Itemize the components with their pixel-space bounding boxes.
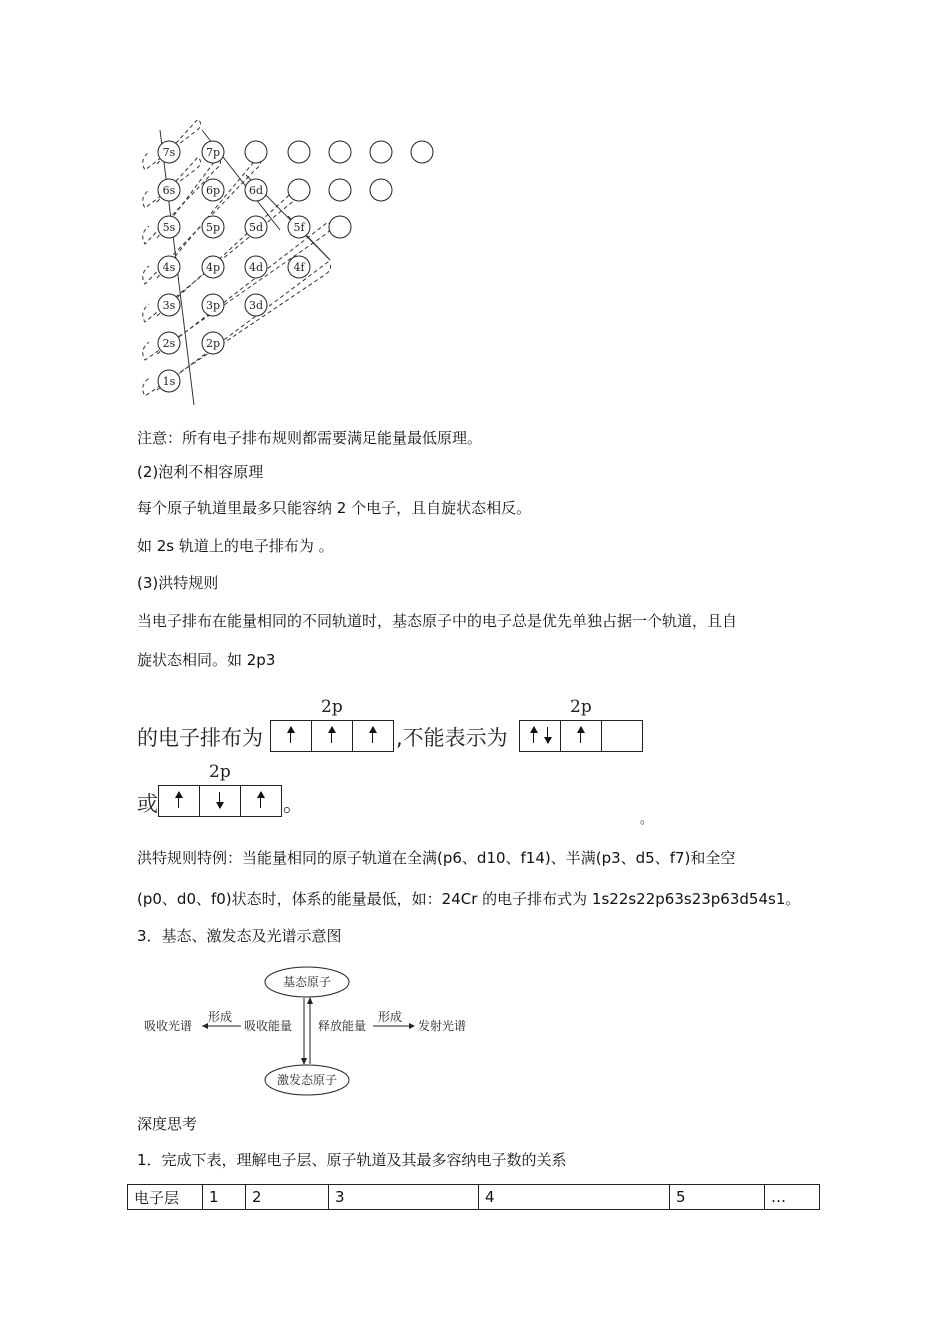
orbital-circle-empty bbox=[288, 141, 310, 163]
spin-up-arrow bbox=[290, 727, 291, 743]
release-energy-label: 释放能量 bbox=[318, 1019, 367, 1033]
table-cell: 电子层 bbox=[128, 1185, 203, 1210]
orbital-label: 3s bbox=[162, 299, 176, 312]
wrong-prefix: ,不能表示为 bbox=[396, 726, 508, 750]
orbital-boxes-wrong bbox=[519, 720, 643, 752]
orbital-box bbox=[561, 721, 602, 751]
orbital-box bbox=[241, 786, 281, 816]
absorb-energy-label: 吸收能量 bbox=[244, 1019, 293, 1033]
table-cell: 3 bbox=[329, 1185, 479, 1210]
pauli-example: 如 2s 轨道上的电子排布为 。 bbox=[137, 537, 334, 555]
spin-up-arrow bbox=[331, 727, 332, 743]
hund-desc-line1: 当电子排布在能量相同的不同轨道时，基态原子中的电子总是优先单独占据一个轨道，且自 bbox=[137, 612, 738, 630]
orbital-label: 2p bbox=[205, 337, 221, 350]
orbital-circle-empty bbox=[288, 179, 310, 201]
spectrum-diagram bbox=[130, 958, 490, 1098]
spin-down-arrow bbox=[547, 727, 548, 743]
ground-state-label: 基态原子 bbox=[282, 975, 332, 989]
hund-title: (3)洪特规则 bbox=[137, 574, 219, 592]
figure-end-mark: 。 bbox=[283, 792, 304, 816]
stray-mark: 。 bbox=[640, 812, 654, 827]
table-cell: … bbox=[765, 1185, 820, 1210]
question-1: 1．完成下表，理解电子层、原子轨道及其最多容纳电子数的关系 bbox=[137, 1151, 567, 1169]
pauli-desc: 每个原子轨道里最多只能容纳 2 个电子，且自旋状态相反。 bbox=[137, 499, 532, 517]
spin-up-arrow bbox=[533, 727, 534, 743]
orbital-box bbox=[200, 786, 241, 816]
emit-arrowhead bbox=[409, 1023, 415, 1029]
label-2p-correct: 2p bbox=[321, 697, 343, 717]
label-2p-or: 2p bbox=[209, 762, 231, 782]
orbital-label: 6p bbox=[205, 184, 221, 197]
orbital-circle-empty bbox=[411, 141, 433, 163]
spin-up-arrow bbox=[580, 727, 581, 743]
spin-up-arrow bbox=[260, 792, 261, 808]
label-2p-wrong: 2p bbox=[570, 697, 592, 717]
orbital-label: 4d bbox=[248, 261, 264, 274]
shell-table bbox=[127, 1184, 820, 1210]
absorb-spectrum-label: 吸收光谱 bbox=[144, 1019, 193, 1033]
hund-special-line2: (p0、d0、f0)状态时，体系的能量最低，如：24Cr 的电子排布式为 1s22s22p63s23p63d54s1。 bbox=[137, 890, 801, 908]
orbital-box bbox=[312, 721, 353, 751]
spin-up-arrow bbox=[372, 727, 373, 743]
table-row bbox=[128, 1185, 820, 1210]
orbital-label: 4f bbox=[293, 261, 305, 274]
orbital-label: 5p bbox=[205, 221, 221, 234]
orbital-circle-empty bbox=[329, 141, 351, 163]
orbital-boxes-alt bbox=[158, 785, 282, 817]
excited-state-label: 激发态原子 bbox=[276, 1073, 338, 1087]
table-cell: 2 bbox=[246, 1185, 329, 1210]
orbital-circle-empty bbox=[245, 141, 267, 163]
form-right-label: 形成 bbox=[378, 1010, 403, 1024]
orbital-box bbox=[159, 786, 200, 816]
orbital-label: 2s bbox=[162, 337, 176, 350]
down-arrowhead bbox=[301, 1058, 307, 1065]
orbital-label: 5d bbox=[248, 221, 264, 234]
aufbau-diagram bbox=[130, 120, 450, 415]
table-cell: 4 bbox=[479, 1185, 670, 1210]
orbital-label: 5s bbox=[162, 221, 176, 234]
spin-down-arrow bbox=[219, 792, 220, 808]
correct-prefix: 的电子排布为 bbox=[137, 726, 263, 750]
section-3-heading: 3．基态、激发态及光谱示意图 bbox=[137, 927, 342, 945]
orbital-label: 7p bbox=[205, 146, 221, 159]
or-prefix: 或 bbox=[137, 792, 158, 816]
orbital-label: 4p bbox=[205, 261, 221, 274]
orbital-circle-empty bbox=[329, 179, 351, 201]
orbital-box bbox=[520, 721, 561, 751]
orbital-label: 5f bbox=[293, 221, 305, 234]
orbital-circle-empty bbox=[370, 141, 392, 163]
table-cell: 5 bbox=[670, 1185, 765, 1210]
up-arrowhead bbox=[307, 997, 313, 1004]
form-left-label: 形成 bbox=[208, 1010, 233, 1024]
orbital-box bbox=[353, 721, 393, 751]
orbital-label: 4s bbox=[162, 261, 176, 274]
orbital-label: 3p bbox=[205, 299, 221, 312]
orbital-box bbox=[271, 721, 312, 751]
orbital-boxes-correct bbox=[270, 720, 394, 752]
orbital-label: 6s bbox=[162, 184, 176, 197]
orbital-label: 3d bbox=[248, 299, 264, 312]
emit-spectrum-label: 发射光谱 bbox=[418, 1019, 467, 1033]
pauli-title: (2)泡利不相容原理 bbox=[137, 463, 264, 481]
spin-up-arrow bbox=[178, 792, 179, 808]
hund-special-line1: 洪特规则特例：当能量相同的原子轨道在全满(p6、d10、f14)、半满(p3、d5、f7)和全空 bbox=[137, 849, 736, 867]
orbital-circle-empty bbox=[370, 179, 392, 201]
note-text: 注意：所有电子排布规则都需要满足能量最低原理。 bbox=[137, 429, 483, 447]
table-cell: 1 bbox=[203, 1185, 246, 1210]
hund-desc-line2: 旋状态相同。如 2p3 bbox=[137, 651, 276, 669]
orbital-circle-empty bbox=[329, 216, 351, 238]
deep-think-heading: 深度思考 bbox=[137, 1115, 198, 1133]
orbital-label: 6d bbox=[248, 184, 264, 197]
orbital-box bbox=[602, 721, 642, 751]
orbital-label: 1s bbox=[162, 375, 176, 388]
orbital-label: 7s bbox=[162, 146, 176, 159]
